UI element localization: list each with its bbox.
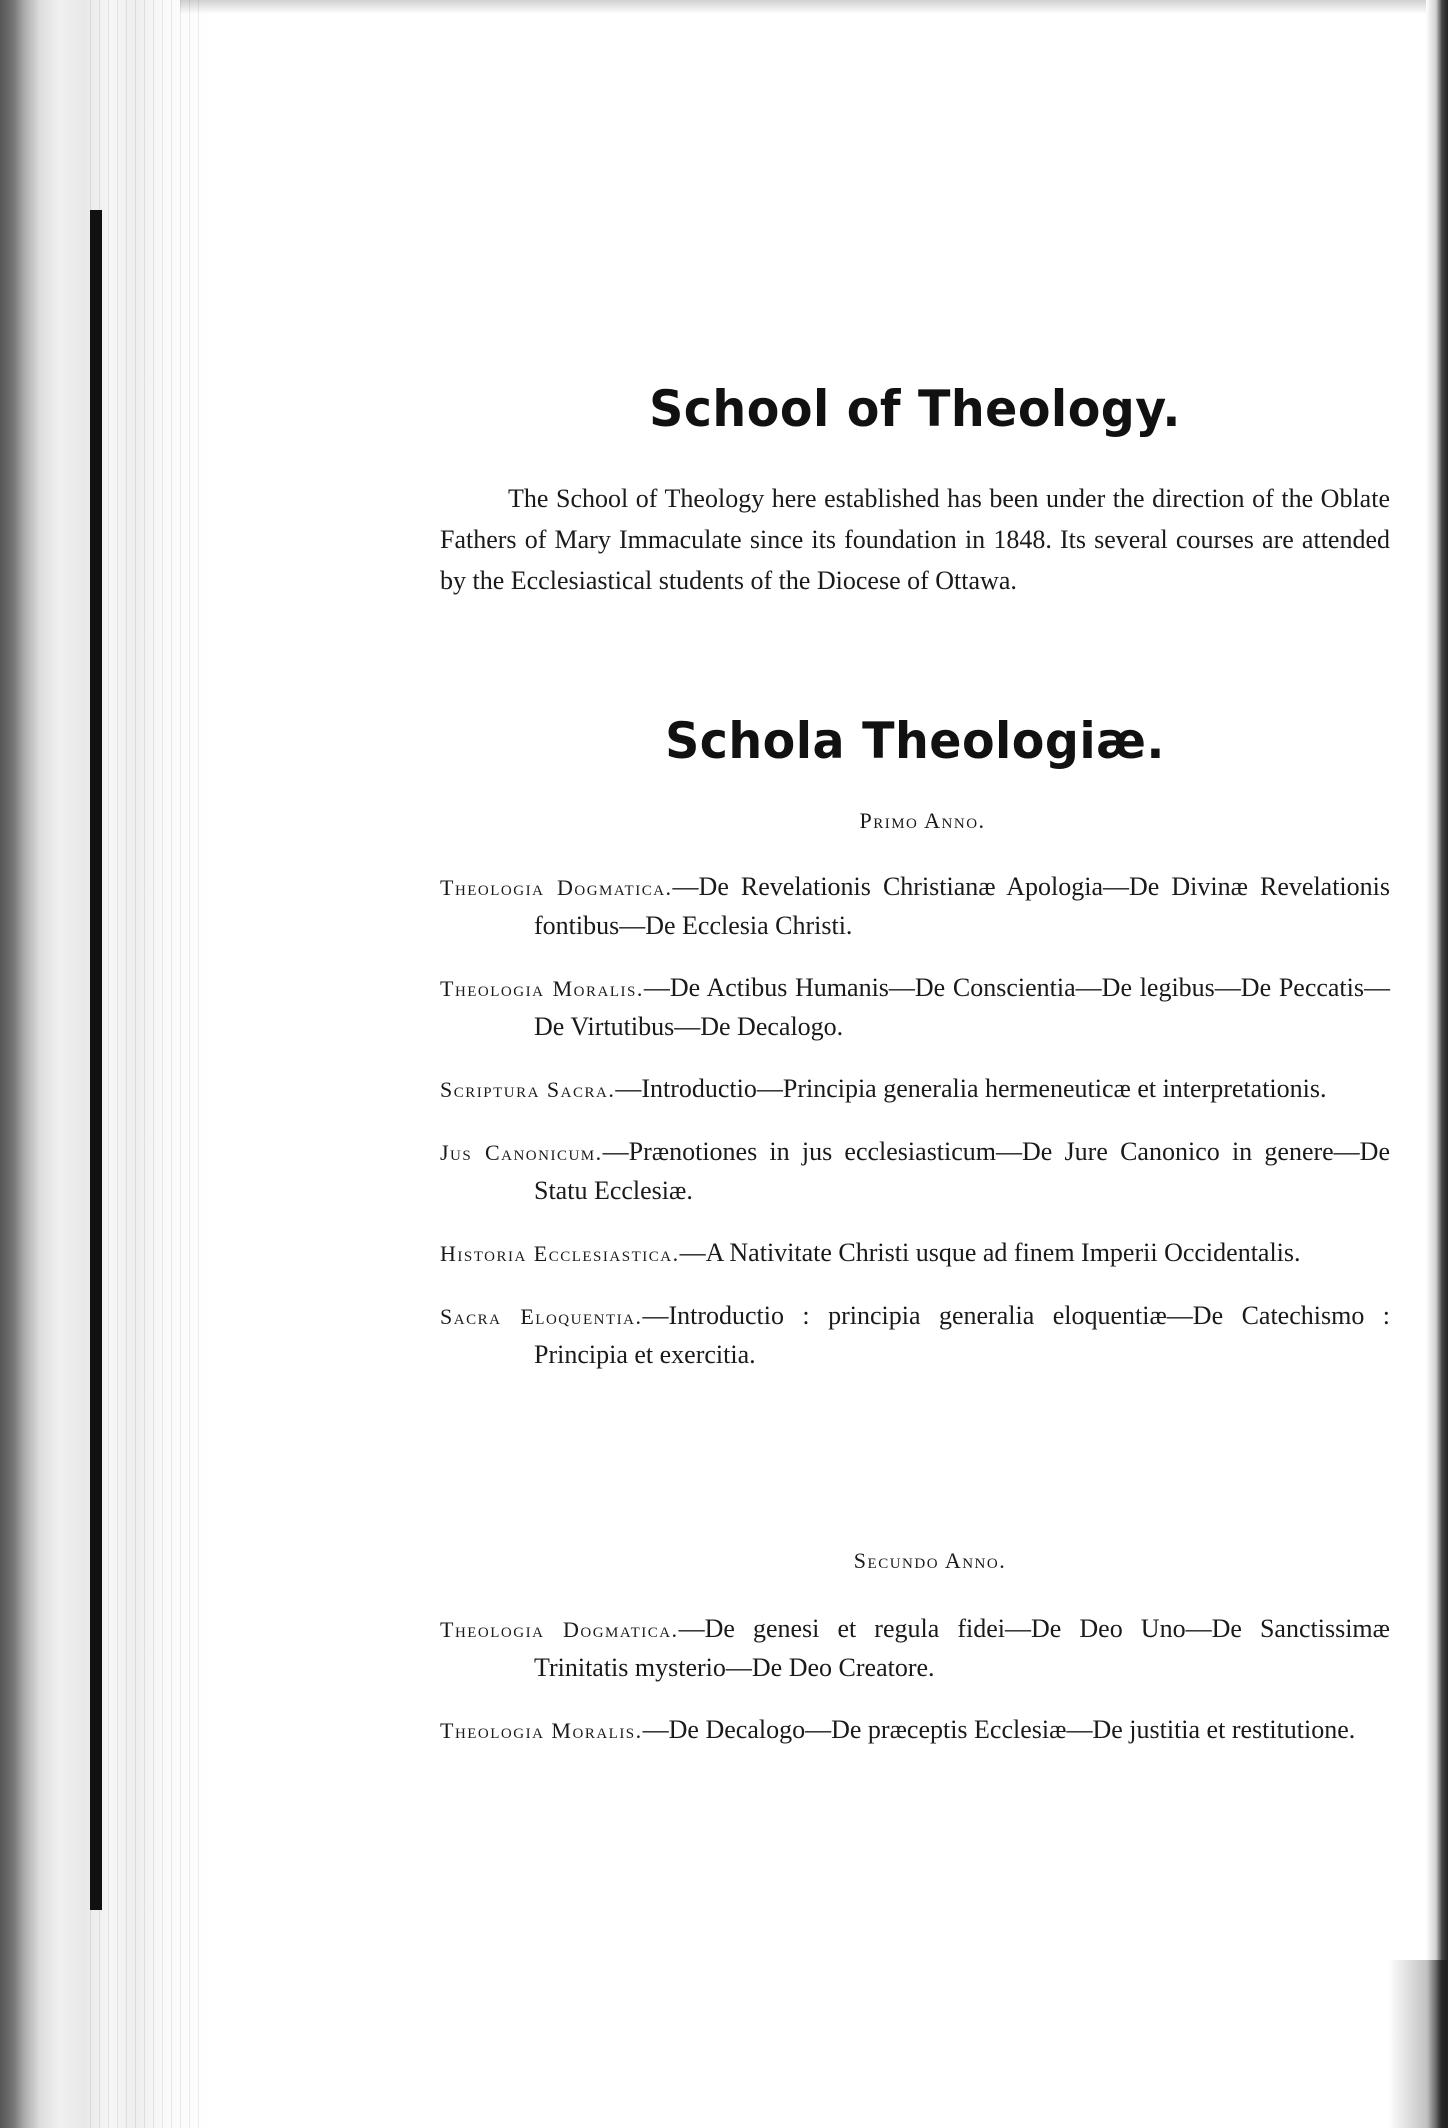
- right-corner-shadow: [1388, 1960, 1448, 2128]
- course-subject: Jus Canonicum.: [440, 1140, 603, 1165]
- section-title: School of Theology.: [649, 380, 1181, 438]
- course-description: —De Decalogo—De præceptis Ecclesiæ—De justitia et restitutione.: [642, 1715, 1356, 1744]
- course-subject: Scriptura Sacra.: [440, 1077, 616, 1102]
- year-heading-primo: Primo Anno.: [859, 808, 986, 833]
- course-item: [440, 1610, 1390, 1687]
- course-description: —De genesi et regula fidei—De Deo Uno—De Sanctissimæ Trinitatis mysterio—De Deo Creatore.: [534, 1614, 1390, 1682]
- top-shadow: [180, 0, 1448, 14]
- course-item: [440, 1133, 1390, 1210]
- course-description: —Introductio—Principia generalia hermeneuticæ et interpretationis.: [615, 1074, 1327, 1103]
- course-subject: Theologia Dogmatica.: [440, 1617, 679, 1642]
- course-description: —Prænotiones in jus ecclesiasticum—De Jure Canonico in genere—De Statu Ecclesiæ.: [534, 1137, 1390, 1205]
- course-description: —A Nativitate Christi usque ad finem Imperii Occidentalis.: [679, 1238, 1301, 1267]
- course-list-secundo: [440, 1610, 1390, 1774]
- course-item: [440, 1234, 1390, 1273]
- course-subject: Theologia Moralis.: [440, 1718, 643, 1743]
- course-description: —De Revelationis Christianæ Apologia—De Divinæ Revelationis fontibus—De Ecclesia Christi.: [534, 872, 1390, 940]
- course-item: [440, 1711, 1390, 1750]
- course-subject: Sacra Eloquentia.: [440, 1304, 643, 1329]
- intro-paragraph: The School of Theology here established has been under the direction of the Oblate Fathers of Mary Immaculate since its foundation in 1848. Its several courses are attended by the Ecclesiastical students of the Diocese of Ottawa.: [440, 484, 1390, 595]
- book-binding-edge: [0, 0, 210, 2128]
- latin-title: Schola Theologiæ.: [665, 712, 1165, 770]
- course-item: [440, 1297, 1390, 1374]
- page-edges: [90, 0, 200, 2128]
- course-item: [440, 969, 1390, 1046]
- course-item: [440, 868, 1390, 945]
- course-subject: Theologia Moralis.: [440, 976, 644, 1001]
- course-subject: Historia Ecclesiastica.: [440, 1241, 680, 1266]
- right-page-edge: [1426, 0, 1448, 2128]
- binding-shadow-bar: [90, 210, 102, 1910]
- course-description: —De Actibus Humanis—De Conscientia—De legibus—De Peccatis—De Virtutibus—De Decalogo.: [534, 973, 1390, 1041]
- course-item: [440, 1070, 1390, 1109]
- course-description: —Introductio : principia generalia eloquentiæ—De Catechismo : Principia et exercitia.: [534, 1301, 1390, 1369]
- course-subject: Theologia Dogmatica.: [440, 875, 673, 900]
- year-heading-secundo: Secundo Anno.: [853, 1548, 1007, 1573]
- course-list-primo: [440, 868, 1390, 1398]
